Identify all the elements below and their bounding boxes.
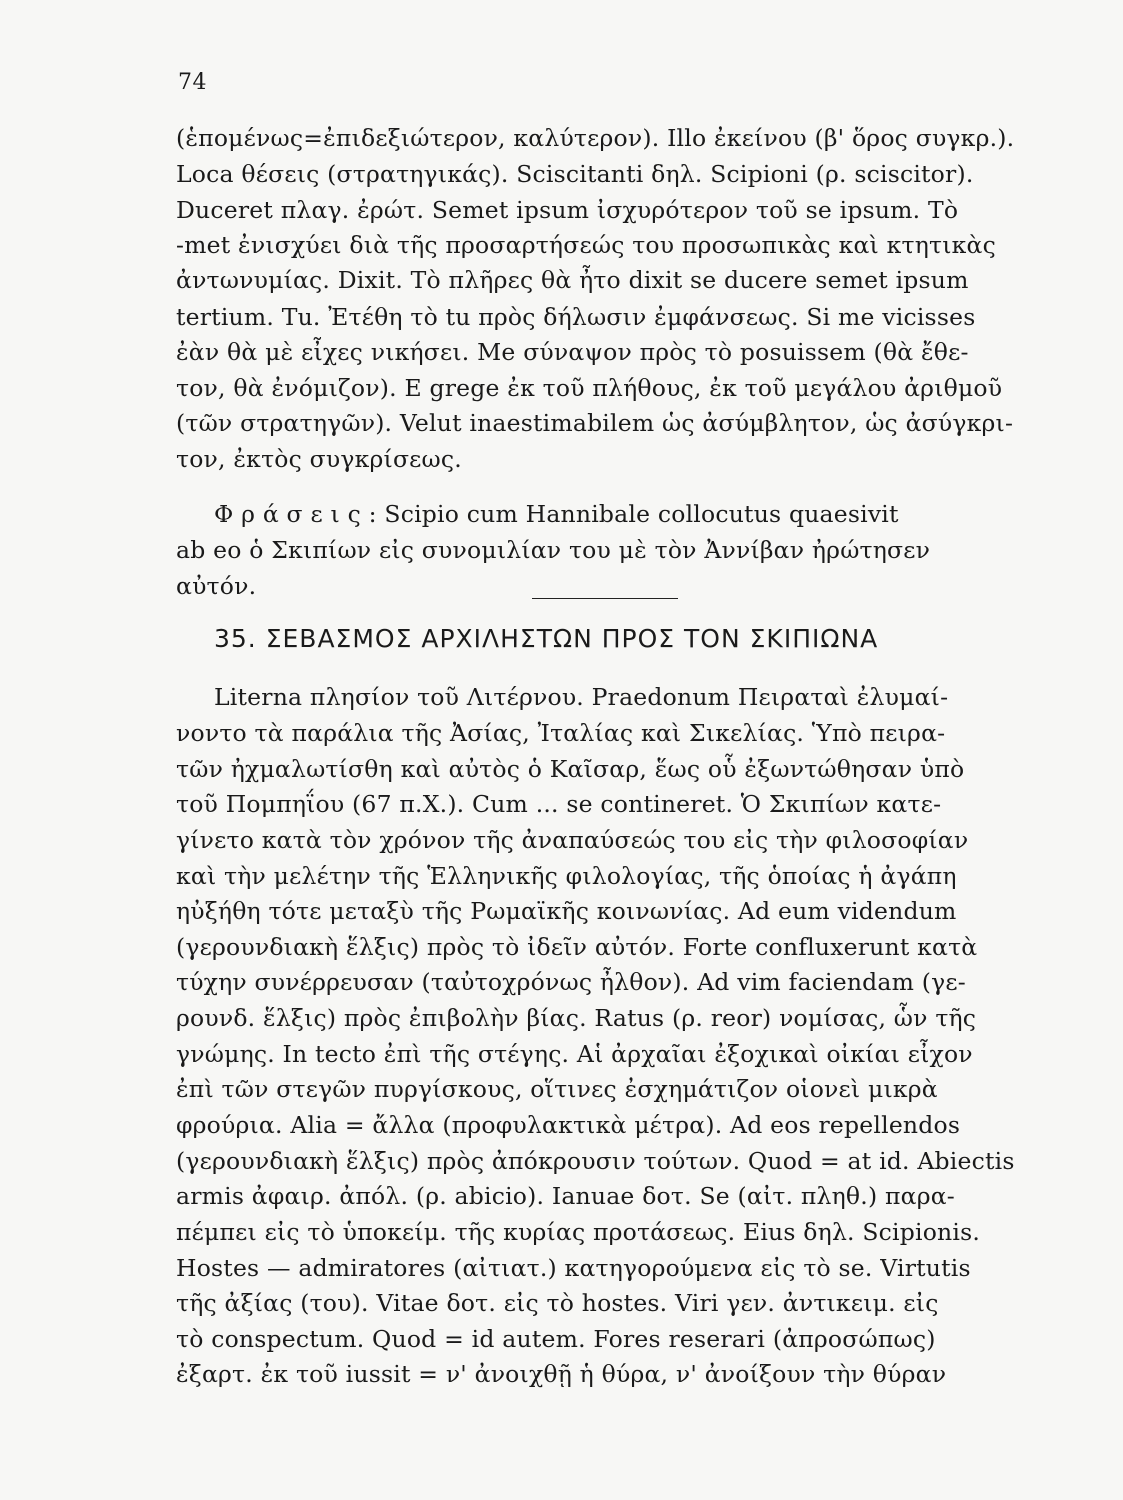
text-line: tertium. Tu. Ἐτέθη τὸ tu πρὸς δήλωσιν ἐμφάνσεως. Si me vicisses: [176, 303, 976, 331]
text-line: τον, θὰ ἐνόμιζον). E grege ἐκ τοῦ πλήθους, ἐκ τοῦ μεγάλου ἀριθμοῦ: [176, 374, 1003, 402]
text-line: Hostes — admiratores (αἰτιατ.) κατηγορούμενα εἰς τὸ se. Virtutis: [176, 1254, 971, 1282]
text-line: πέμπει εἰς τὸ ὑποκείμ. τῆς κυρίας προτάσεως. Eius δηλ. Scipionis.: [176, 1218, 981, 1246]
text-line: (ἑπομένως=ἐπιδεξιώτερον, καλύτερον). Illo ἐκείνου (β' ὅρος συγκρ.).: [176, 124, 1015, 152]
text-line: τύχην συνέρρευσαν (ταὐτοχρόνως ἦλθον). Ad vim faciendam (γε-: [176, 968, 966, 996]
text-line: ab eo ὁ Σκιπίων εἰς συνομιλίαν του μὲ τὸν Ἀννίβαν ἠρώτησεν: [176, 536, 931, 564]
text-line: Literna πλησίον τοῦ Λιτέρνου. Praedonum Πειραταὶ ἐλυμαί-: [214, 683, 949, 711]
section-divider: [532, 598, 678, 599]
text-line: ηὐξήθη τότε μεταξὺ τῆς Ρωμαϊκῆς κοινωνίας. Ad eum videndum: [176, 897, 957, 925]
text-line: ἐξαρτ. ἐκ τοῦ iussit = ν' ἀνοιχθῇ ἡ θύρα, ν' ἀνοίξουν τὴν θύραν: [176, 1360, 947, 1388]
text-line: (γερουνδιακὴ ἕλξις) πρὸς ἀπόκρουσιν τούτων. Quod = at id. Abiectis: [176, 1147, 1015, 1175]
text-line: καὶ τὴν μελέτην τῆς Ἑλληνικῆς φιλολογίας, τῆς ὁποίας ἡ ἀγάπη: [176, 862, 957, 890]
text-line: ἀντωνυμίας. Dixit. Τὸ πλῆρες θὰ ἦτο dixit se ducere semet ipsum: [176, 266, 969, 294]
text-line: γνώμης. In tecto ἐπὶ τῆς στέγης. Αἱ ἀρχαῖαι ἐξοχικαὶ οἰκίαι εἶχον: [176, 1040, 973, 1068]
text-line: (τῶν στρατηγῶν). Velut inaestimabilem ὡς ἀσύμβλητον, ὡς ἀσύγκρι-: [176, 409, 1014, 437]
text-line: ἐπὶ τῶν στεγῶν πυργίσκους, οἵτινες ἐσχημάτιζον οἱονεὶ μικρὰ: [176, 1075, 938, 1103]
text-line: τὸ conspectum. Quod = id autem. Fores reserari (ἀπροσώπως): [176, 1325, 936, 1353]
text-line: φρούρια. Alia = ἄλλα (προφυλακτικὰ μέτρα). Ad eos repellendos: [176, 1111, 961, 1139]
text-line: τον, ἐκτὸς συγκρίσεως.: [176, 445, 462, 473]
text-line: νοντο τὰ παράλια τῆς Ἀσίας, Ἰταλίας καὶ Σικελίας. Ὑπὸ πειρα-: [176, 719, 946, 747]
text-line: Φ ρ ά σ ε ι ς : Scipio cum Hannibale collocutus quaesivit: [214, 500, 899, 528]
text-line: ρουνδ. ἕλξις) πρὸς ἐπιβολὴν βίας. Ratus (ρ. reor) νομίσας, ὧν τῆς: [176, 1004, 977, 1032]
text-line: τῆς ἀξίας (του). Vitae δοτ. εἰς τὸ hostes. Viri γεν. ἀντικειμ. εἰς: [176, 1289, 939, 1317]
text-line: armis ἀφαιρ. ἀπόλ. (ρ. abicio). Ianuae δοτ. Se (αἰτ. πληθ.) παρα-: [176, 1182, 955, 1210]
text-line: αὐτόν.: [176, 572, 257, 600]
text-line: τοῦ Πομπηΐου (67 π.Χ.). Cum ... se contineret. Ὁ Σκιπίων κατε-: [176, 790, 942, 818]
section-heading: 35. ΣΕΒΑΣΜΟΣ ΑΡΧΙΛΗΣΤΩΝ ΠΡΟΣ ΤΟΝ ΣΚΙΠΙΩΝΑ: [214, 624, 879, 653]
text-line: -met ἐνισχύει διὰ τῆς προσαρτήσεώς του προσωπικὰς καὶ κτητικὰς: [176, 231, 996, 259]
text-line: γίνετο κατὰ τὸν χρόνον τῆς ἀναπαύσεώς του εἰς τὴν φιλοσοφίαν: [176, 826, 969, 854]
text-line: (γερουνδιακὴ ἕλξις) πρὸς τὸ ἰδεῖν αὐτόν. Forte confluxerunt κατὰ: [176, 933, 978, 961]
text-line: Loca θέσεις (στρατηγικάς). Sciscitanti δηλ. Scipioni (ρ. sciscitor).: [176, 160, 974, 188]
page-number: 74: [178, 70, 207, 95]
text-line: τῶν ἠχμαλωτίσθη καὶ αὐτὸς ὁ Καῖσαρ, ἕως οὗ ἐξωντώθησαν ὑπὸ: [176, 755, 965, 783]
text-line: Duceret πλαγ. ἐρώτ. Semet ipsum ἰσχυρότερον τοῦ se ipsum. Τὸ: [176, 196, 959, 224]
text-line: ἐὰν θὰ μὲ εἶχες νικήσει. Me σύναψον πρὸς τὸ posuissem (θὰ ἔθε-: [176, 338, 969, 366]
